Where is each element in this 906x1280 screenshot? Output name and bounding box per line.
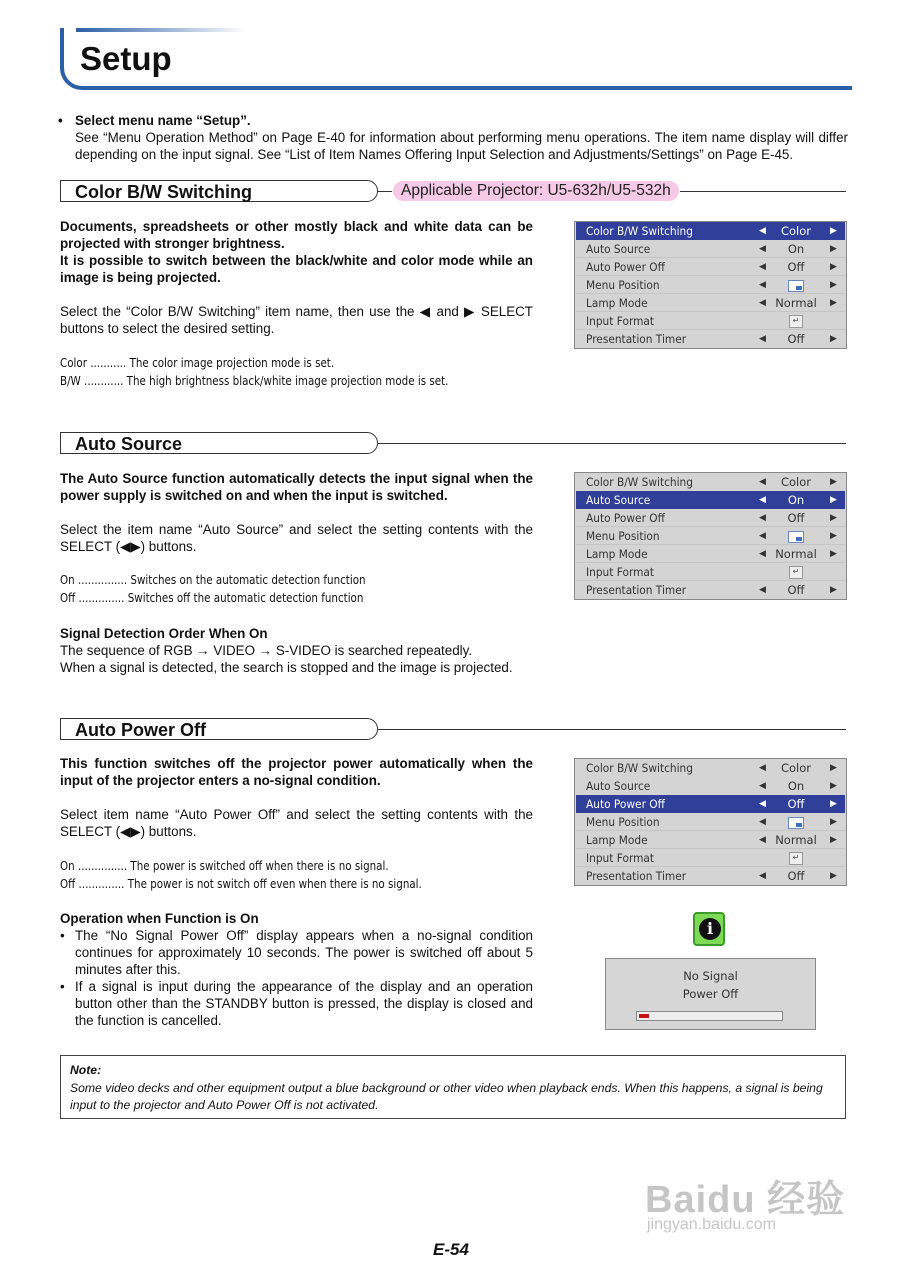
left-arrow-icon: ◀	[759, 817, 766, 827]
section-rule	[378, 729, 846, 730]
intro-body: See “Menu Operation Method” on Page E-40 for information about performing menu operations. The item name display will differ depending on the input signal. See “List of Item Names Offering Input Selection and Adjustments/Settings” on Page E-45.	[75, 130, 848, 162]
note-box	[60, 1055, 846, 1119]
signal-detection-stop: When a signal is detected, the search is stopped and the image is projected.	[60, 660, 513, 675]
auto-source-desc: The Auto Source function automatically detects the input signal when the power supply is switched on and when the input is switched.	[60, 471, 533, 503]
menu-item-presentation-timer[interactable]: Presentation Timer ◀ Off ▶	[586, 583, 837, 597]
page-title: Setup	[80, 40, 172, 77]
intro-block	[58, 112, 848, 163]
intro-lead: Select menu name “Setup”.	[75, 113, 251, 128]
menu-item-auto-source[interactable]: Auto Source ◀ On ▶	[586, 779, 837, 793]
signal-detection-seq: The sequence of RGB → VIDEO → S-VIDEO is searched repeatedly.	[60, 643, 473, 658]
option-color: Color ........... The color image projection mode is set.	[60, 356, 335, 370]
section-box	[60, 718, 378, 740]
color-bw-desc-2: It is possible to switch between the black/white and color mode while an image is being projected.	[60, 253, 533, 285]
bullet: •	[60, 928, 65, 943]
section-heading-auto-source	[60, 432, 848, 456]
power-off-text: Power Off	[682, 987, 739, 1001]
auto-power-select: Select item name “Auto Power Off” and select the setting contents with the SELECT (◀▶) buttons.	[60, 807, 533, 839]
menu-position-icon	[788, 817, 804, 829]
option-on: On ............... The power is switched off when there is no signal.	[60, 859, 389, 873]
right-arrow-icon: ▶	[830, 477, 837, 487]
page-number: E-54	[433, 1240, 469, 1259]
menu-panel-auto-source	[574, 472, 847, 600]
right-arrow-icon: ▶	[830, 781, 837, 791]
header-frame	[60, 28, 852, 90]
menu-item-color-bw[interactable]: Color B/W Switching ◀ Color ▶	[586, 761, 837, 775]
menu-item-menu-position[interactable]: Menu Position ◀ ▶	[576, 813, 845, 831]
menu-item-presentation-timer[interactable]: Presentation Timer ◀ Off ▶	[586, 332, 837, 346]
enter-icon: ↵	[789, 566, 803, 579]
menu-item-auto-source[interactable]: Auto Source ◀ On ▶	[576, 240, 845, 258]
applicable-projector-badge: Applicable Projector: U5-632h/U5-532h	[393, 181, 679, 201]
menu-position-icon	[788, 280, 804, 292]
section-box	[60, 432, 378, 454]
left-arrow-icon: ◀	[759, 549, 766, 559]
left-arrow-icon: ◀	[759, 531, 766, 541]
right-arrow-icon: ▶	[830, 549, 837, 559]
operation-bullet-1: • The “No Signal Power Off” display appears when a no-signal condition continues for approximately 10 seconds. The power is switched off about 5 minutes after this.	[60, 928, 533, 977]
section-title: Auto Power Off	[75, 720, 206, 740]
menu-item-input-format[interactable]: Input Format ↵	[576, 849, 845, 867]
menu-panel-color-bw	[574, 221, 847, 349]
auto-power-desc: This function switches off the projector power automatically when the input of the projector enters a no-signal condition.	[60, 756, 533, 788]
left-arrow-icon: ◀	[759, 280, 766, 290]
menu-item-auto-source[interactable]: Auto Source ◀ On ▶	[576, 491, 845, 509]
left-arrow-icon: ◀	[759, 871, 766, 881]
option-off: Off .............. The power is not switch off even when there is no signal.	[60, 877, 422, 891]
section-heading-auto-power-off	[60, 718, 848, 742]
bullet: •	[60, 979, 65, 994]
menu-item-auto-power-off[interactable]: Auto Power Off ◀ Off ▶	[576, 795, 845, 813]
intro-bullet: •	[58, 113, 63, 128]
right-arrow-icon: ▶	[830, 763, 837, 773]
right-arrow-icon: ▶	[830, 799, 837, 809]
color-bw-desc-1: Documents, spreadsheets or other mostly black and white data can be projected with stronger brightness.	[60, 219, 533, 251]
right-arrow-icon: ▶	[830, 871, 837, 881]
right-arrow-icon: ▶	[830, 513, 837, 523]
enter-icon: ↵	[789, 315, 803, 328]
left-arrow-icon: ◀	[759, 298, 766, 308]
note-text: Some video decks and other equipment output a blue background or other video when playback ends. When this happens, a signal is being input to the projector and Auto Power Off is not activated.	[70, 1080, 823, 1112]
baidu-watermark	[645, 1150, 855, 1240]
menu-item-color-bw[interactable]: Color B/W Switching ◀ Color ▶	[586, 475, 837, 489]
left-arrow-icon: ◀	[759, 781, 766, 791]
header-accent-line	[76, 28, 246, 32]
menu-item-color-bw[interactable]: Color B/W Switching ◀ Color ▶	[576, 222, 845, 240]
menu-item-lamp-mode[interactable]: Lamp Mode ◀ Normal ▶	[576, 545, 845, 563]
right-arrow-icon: ▶	[830, 262, 837, 272]
left-arrow-icon: ◀	[759, 244, 766, 254]
section-rule	[680, 191, 846, 192]
left-arrow-icon: ◀	[759, 262, 766, 272]
right-arrow-icon: ▶	[830, 244, 837, 254]
left-arrow-icon: ◀	[759, 495, 766, 505]
note-title: Note:	[70, 1063, 102, 1077]
menu-item-menu-position[interactable]: Menu Position ◀ ▶	[576, 527, 845, 545]
left-arrow-icon: ◀	[759, 835, 766, 845]
right-arrow-icon: ▶	[830, 817, 837, 827]
section-rule	[378, 191, 392, 192]
left-arrow-icon: ◀	[759, 763, 766, 773]
section-title: Color B/W Switching	[75, 182, 252, 202]
section-rule	[378, 443, 846, 444]
right-arrow-icon: ▶	[830, 298, 837, 308]
operation-title: Operation when Function is On	[60, 911, 259, 926]
menu-item-menu-position[interactable]: Menu Position ◀ ▶	[576, 276, 845, 294]
menu-item-auto-power-off[interactable]: Auto Power Off ◀ Off ▶	[576, 509, 845, 527]
watermark-logo-text: Baidu 经验	[645, 1179, 846, 1221]
option-on: On ............... Switches on the automatic detection function	[60, 573, 366, 587]
menu-position-icon	[788, 531, 804, 543]
menu-item-presentation-timer[interactable]: Presentation Timer ◀ Off ▶	[586, 869, 837, 883]
operation-bullet-2: • If a signal is input during the appearance of the display and an operation button other than the STANDBY button is pressed, the display is closed and the function is cancelled.	[60, 979, 533, 1028]
no-signal-dialog	[605, 958, 816, 1030]
right-arrow-icon: ▶	[830, 280, 837, 290]
left-arrow-icon: ◀	[759, 226, 766, 236]
menu-item-input-format[interactable]: Input Format ↵	[576, 312, 845, 330]
menu-item-lamp-mode[interactable]: Lamp Mode ◀ Normal ▶	[576, 294, 845, 312]
countdown-progress-bar	[636, 1011, 783, 1021]
option-off: Off .............. Switches off the automatic detection function	[60, 591, 364, 605]
right-arrow-icon: ▶	[830, 334, 837, 344]
menu-item-input-format[interactable]: Input Format ↵	[576, 563, 845, 581]
signal-detection-title: Signal Detection Order When On	[60, 626, 268, 641]
menu-panel-auto-power-off	[574, 758, 847, 886]
auto-source-select: Select the item name “Auto Source” and select the setting contents with the SELECT (◀▶) buttons.	[60, 522, 533, 554]
menu-item-lamp-mode[interactable]: Lamp Mode ◀ Normal ▶	[576, 831, 845, 849]
menu-item-auto-power-off[interactable]: Auto Power Off ◀ Off ▶	[576, 258, 845, 276]
right-arrow-icon: ▶	[830, 226, 837, 236]
countdown-progress-fill	[639, 1014, 649, 1018]
info-icon: i	[693, 912, 725, 946]
option-bw: B/W ............ The high brightness black/white image projection mode is set.	[60, 374, 449, 388]
section-box	[60, 180, 378, 202]
right-arrow-icon: ▶	[830, 585, 837, 595]
color-bw-select: Select the “Color B/W Switching” item name, then use the ◀ and ▶ SELECT buttons to select the desired setting.	[60, 304, 533, 336]
left-arrow-icon: ◀	[759, 513, 766, 523]
left-arrow-icon: ◀	[759, 799, 766, 809]
enter-icon: ↵	[789, 852, 803, 865]
right-arrow-icon: ▶	[830, 835, 837, 845]
left-arrow-icon: ◀	[759, 585, 766, 595]
right-arrow-icon: ▶	[830, 531, 837, 541]
section-title: Auto Source	[75, 434, 183, 454]
right-arrow-icon: ▶	[830, 495, 837, 505]
left-arrow-icon: ◀	[759, 477, 766, 487]
section-heading-color-bw	[60, 180, 848, 204]
no-signal-text: No Signal	[683, 969, 738, 983]
watermark-url: jingyan.baidu.com	[647, 1216, 776, 1233]
left-arrow-icon: ◀	[759, 334, 766, 344]
